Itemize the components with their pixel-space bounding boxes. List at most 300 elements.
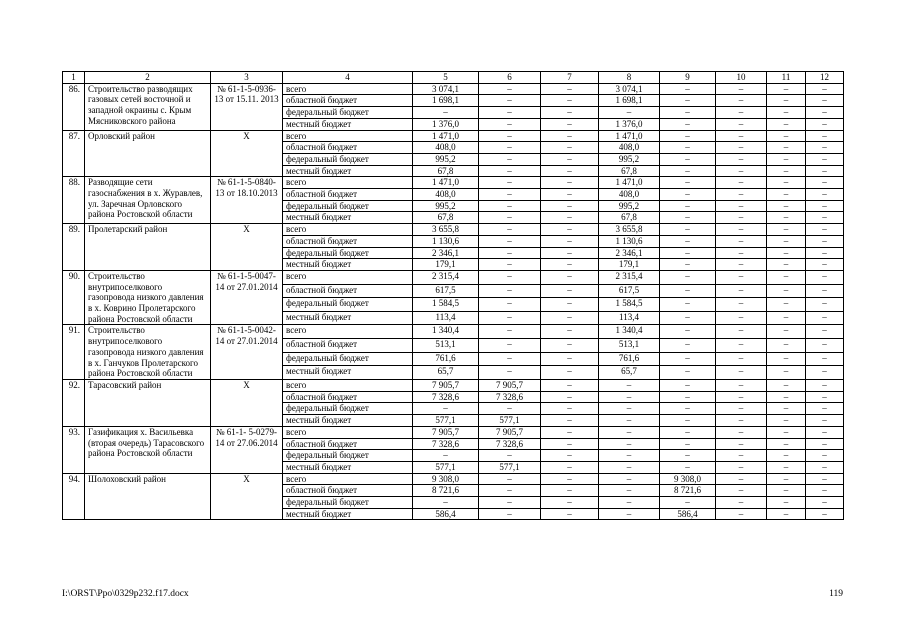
value-cell: – (660, 284, 716, 298)
value-cell: – (660, 95, 716, 107)
value-cell: – (479, 224, 541, 236)
value-cell: – (716, 450, 767, 462)
object-name: Строительство внутрипоселкового газопровода низкого давления в х. Ганчуков Пролетарского района Ростовской области (85, 325, 211, 380)
funding-source: всего (283, 130, 413, 142)
value-cell: – (716, 189, 767, 201)
value-cell: 617,5 (413, 284, 479, 298)
page-number: 119 (829, 589, 843, 599)
value-cell: – (660, 153, 716, 165)
column-header: 2 (85, 72, 211, 84)
object-name: Газификация х. Васильевка (вторая очередь) Тарасовского района Ростовской области (85, 426, 211, 473)
value-cell: – (767, 508, 806, 520)
value-cell: – (660, 212, 716, 224)
value-cell: – (806, 189, 844, 201)
value-cell: – (767, 391, 806, 403)
funding-source: областной бюджет (283, 235, 413, 247)
value-cell: – (541, 200, 599, 212)
value-cell: – (806, 508, 844, 520)
value-cell: – (767, 177, 806, 189)
value-cell: 577,1 (479, 415, 541, 427)
funding-source: местный бюджет (283, 118, 413, 130)
value-cell: – (806, 118, 844, 130)
value-cell: – (660, 165, 716, 177)
value-cell: 65,7 (413, 366, 479, 380)
value-cell: – (767, 270, 806, 284)
value-cell: – (716, 235, 767, 247)
value-cell: – (660, 259, 716, 271)
funding-source: местный бюджет (283, 366, 413, 380)
value-cell: 9 308,0 (660, 473, 716, 485)
row-number: 91. (63, 325, 85, 380)
page-footer (62, 589, 843, 601)
value-cell: – (660, 224, 716, 236)
value-cell: – (806, 403, 844, 415)
value-cell: – (541, 130, 599, 142)
value-cell: – (599, 508, 660, 520)
value-cell: – (541, 259, 599, 271)
value-cell: – (660, 142, 716, 154)
funding-source: всего (283, 224, 413, 236)
value-cell: – (806, 284, 844, 298)
value-cell: 113,4 (599, 311, 660, 325)
value-cell: – (716, 339, 767, 353)
value-cell: – (767, 224, 806, 236)
value-cell: – (806, 339, 844, 353)
document-page (62, 71, 843, 520)
value-cell: – (660, 189, 716, 201)
funding-source: федеральный бюджет (283, 107, 413, 119)
value-cell: 67,8 (413, 165, 479, 177)
value-cell: – (806, 415, 844, 427)
value-cell: – (716, 298, 767, 312)
value-cell: 67,8 (599, 165, 660, 177)
value-cell: 3 074,1 (413, 83, 479, 95)
value-cell: – (716, 118, 767, 130)
value-cell: – (767, 379, 806, 391)
value-cell: – (541, 189, 599, 201)
value-cell: – (716, 284, 767, 298)
funding-source: областной бюджет (283, 95, 413, 107)
value-cell: – (541, 224, 599, 236)
value-cell: – (479, 107, 541, 119)
value-cell: 586,4 (660, 508, 716, 520)
table-row (63, 177, 844, 189)
value-cell: – (716, 508, 767, 520)
document-ref: Х (211, 473, 283, 520)
value-cell: 577,1 (413, 461, 479, 473)
table-row (63, 473, 844, 485)
value-cell: – (479, 165, 541, 177)
value-cell: – (541, 153, 599, 165)
funding-source: местный бюджет (283, 165, 413, 177)
value-cell: 67,8 (413, 212, 479, 224)
value-cell: 65,7 (599, 366, 660, 380)
value-cell: – (660, 339, 716, 353)
value-cell: – (541, 485, 599, 497)
value-cell: – (599, 403, 660, 415)
value-cell: – (716, 270, 767, 284)
value-cell: – (716, 403, 767, 415)
value-cell: – (716, 325, 767, 339)
value-cell: – (541, 352, 599, 366)
value-cell: – (767, 142, 806, 154)
row-number: 94. (63, 473, 85, 520)
value-cell: 1 471,0 (599, 177, 660, 189)
value-cell: – (716, 366, 767, 380)
value-cell: 408,0 (413, 142, 479, 154)
value-cell: 513,1 (599, 339, 660, 353)
column-header: 5 (413, 72, 479, 84)
value-cell: – (716, 485, 767, 497)
value-cell: – (767, 438, 806, 450)
value-cell: – (767, 235, 806, 247)
value-cell: – (767, 311, 806, 325)
value-cell: 1 698,1 (413, 95, 479, 107)
value-cell: – (716, 352, 767, 366)
value-cell: 577,1 (479, 461, 541, 473)
value-cell: – (541, 298, 599, 312)
funding-source: областной бюджет (283, 438, 413, 450)
value-cell: – (541, 391, 599, 403)
value-cell: – (479, 247, 541, 259)
document-ref: № 61-1-5-0047-14 от 27.01.2014 (211, 270, 283, 325)
value-cell: – (767, 247, 806, 259)
row-number: 89. (63, 224, 85, 271)
funding-source: всего (283, 325, 413, 339)
value-cell: 3 074,1 (599, 83, 660, 95)
value-cell: – (599, 473, 660, 485)
object-name: Шолоховский район (85, 473, 211, 520)
value-cell: – (479, 508, 541, 520)
row-number: 88. (63, 177, 85, 224)
value-cell: 1 698,1 (599, 95, 660, 107)
funding-source: всего (283, 270, 413, 284)
value-cell: 7 905,7 (413, 426, 479, 438)
value-cell: 7 328,6 (479, 438, 541, 450)
value-cell: 1 340,4 (413, 325, 479, 339)
value-cell: – (806, 352, 844, 366)
value-cell: – (767, 450, 806, 462)
value-cell: – (479, 485, 541, 497)
funding-source: всего (283, 177, 413, 189)
funding-source: федеральный бюджет (283, 403, 413, 415)
funding-source: федеральный бюджет (283, 298, 413, 312)
funding-source: областной бюджет (283, 339, 413, 353)
value-cell: – (479, 298, 541, 312)
row-number: 87. (63, 130, 85, 177)
funding-source: федеральный бюджет (283, 497, 413, 509)
object-name: Пролетарский район (85, 224, 211, 271)
value-cell: – (716, 224, 767, 236)
row-number: 90. (63, 270, 85, 325)
value-cell: – (806, 235, 844, 247)
document-ref: Х (211, 379, 283, 426)
value-cell: – (541, 497, 599, 509)
value-cell: – (716, 426, 767, 438)
value-cell: – (806, 438, 844, 450)
value-cell: – (479, 473, 541, 485)
value-cell: – (541, 270, 599, 284)
value-cell: – (767, 366, 806, 380)
value-cell: 1 130,6 (599, 235, 660, 247)
value-cell: 3 655,8 (599, 224, 660, 236)
value-cell: – (767, 426, 806, 438)
value-cell: 1 376,0 (413, 118, 479, 130)
value-cell: 2 315,4 (413, 270, 479, 284)
value-cell: – (806, 426, 844, 438)
value-cell: – (716, 391, 767, 403)
value-cell: – (767, 153, 806, 165)
funding-source: областной бюджет (283, 485, 413, 497)
value-cell: – (806, 461, 844, 473)
value-cell: – (767, 107, 806, 119)
value-cell: – (767, 325, 806, 339)
value-cell: – (479, 366, 541, 380)
value-cell: – (716, 311, 767, 325)
value-cell: 2 346,1 (413, 247, 479, 259)
value-cell: – (660, 497, 716, 509)
value-cell: – (767, 415, 806, 427)
value-cell: – (767, 118, 806, 130)
object-name: Тарасовский район (85, 379, 211, 426)
value-cell: – (660, 325, 716, 339)
value-cell: – (767, 212, 806, 224)
value-cell: – (716, 212, 767, 224)
value-cell: 67,8 (599, 212, 660, 224)
table-row (63, 130, 844, 142)
value-cell: 995,2 (413, 153, 479, 165)
value-cell: – (479, 403, 541, 415)
document-ref: Х (211, 224, 283, 271)
value-cell: – (716, 130, 767, 142)
funding-source: всего (283, 379, 413, 391)
funding-source: федеральный бюджет (283, 450, 413, 462)
row-number: 92. (63, 379, 85, 426)
value-cell: – (479, 212, 541, 224)
value-cell: – (541, 247, 599, 259)
value-cell: 761,6 (599, 352, 660, 366)
column-header: 11 (767, 72, 806, 84)
value-cell: – (660, 415, 716, 427)
value-cell: – (806, 450, 844, 462)
value-cell: – (806, 379, 844, 391)
value-cell: 2 346,1 (599, 247, 660, 259)
column-header: 9 (660, 72, 716, 84)
table-row (63, 379, 844, 391)
value-cell: – (599, 379, 660, 391)
value-cell: – (479, 235, 541, 247)
value-cell: – (541, 235, 599, 247)
value-cell: – (660, 235, 716, 247)
value-cell: – (413, 497, 479, 509)
value-cell: 586,4 (413, 508, 479, 520)
value-cell: – (599, 461, 660, 473)
funding-source: федеральный бюджет (283, 200, 413, 212)
value-cell: 7 328,6 (479, 391, 541, 403)
value-cell: – (599, 485, 660, 497)
funding-source: областной бюджет (283, 189, 413, 201)
value-cell: – (599, 438, 660, 450)
value-cell: – (599, 426, 660, 438)
value-cell: – (806, 177, 844, 189)
value-cell: – (806, 165, 844, 177)
value-cell: – (541, 438, 599, 450)
value-cell: – (660, 352, 716, 366)
value-cell: – (541, 426, 599, 438)
value-cell: – (716, 497, 767, 509)
value-cell: – (767, 83, 806, 95)
value-cell: – (806, 247, 844, 259)
value-cell: – (413, 107, 479, 119)
value-cell: – (716, 259, 767, 271)
column-header: 7 (541, 72, 599, 84)
value-cell: – (479, 352, 541, 366)
value-cell: – (660, 130, 716, 142)
value-cell: – (479, 450, 541, 462)
value-cell: – (541, 403, 599, 415)
value-cell: – (767, 95, 806, 107)
value-cell: – (660, 270, 716, 284)
value-cell: – (767, 403, 806, 415)
value-cell: – (479, 200, 541, 212)
value-cell: – (806, 153, 844, 165)
column-header: 6 (479, 72, 541, 84)
value-cell: – (660, 403, 716, 415)
funding-source: всего (283, 426, 413, 438)
value-cell: – (541, 366, 599, 380)
value-cell: – (716, 165, 767, 177)
value-cell: 7 905,7 (479, 426, 541, 438)
value-cell: – (479, 270, 541, 284)
value-cell: 1 584,5 (599, 298, 660, 312)
value-cell: – (806, 107, 844, 119)
value-cell: – (767, 189, 806, 201)
value-cell: – (806, 497, 844, 509)
funding-source: федеральный бюджет (283, 153, 413, 165)
value-cell: – (767, 352, 806, 366)
value-cell: – (806, 485, 844, 497)
value-cell: 408,0 (599, 189, 660, 201)
value-cell: – (599, 107, 660, 119)
value-cell: – (541, 311, 599, 325)
value-cell: 995,2 (599, 200, 660, 212)
value-cell: – (479, 189, 541, 201)
value-cell: – (541, 177, 599, 189)
file-path: I:\ORST\Ppo\0329p232.f17.docx (62, 589, 189, 599)
value-cell: – (716, 473, 767, 485)
value-cell: – (479, 95, 541, 107)
value-cell: 513,1 (413, 339, 479, 353)
value-cell: – (479, 259, 541, 271)
value-cell: – (541, 107, 599, 119)
value-cell: – (806, 473, 844, 485)
table-row (63, 224, 844, 236)
value-cell: 1 471,0 (599, 130, 660, 142)
value-cell: 1 376,0 (599, 118, 660, 130)
document-ref: № 61-1-5-0042-14 от 27.01.2014 (211, 325, 283, 380)
value-cell: – (806, 83, 844, 95)
value-cell: – (479, 311, 541, 325)
value-cell: – (541, 212, 599, 224)
value-cell: – (767, 284, 806, 298)
value-cell: – (806, 200, 844, 212)
value-cell: – (660, 366, 716, 380)
value-cell: – (767, 485, 806, 497)
value-cell: – (541, 473, 599, 485)
value-cell: – (806, 391, 844, 403)
object-name: Строительство внутрипоселкового газопровода низкого давления в х. Коврино Пролетарского района Ростовской области (85, 270, 211, 325)
document-ref: Х (211, 130, 283, 177)
value-cell: – (599, 497, 660, 509)
value-cell: – (660, 379, 716, 391)
document-ref: № 61-1-5-0936-13 от 15.11. 2013 (211, 83, 283, 130)
object-name: Разводящие сети газоснабжения в х. Журавлев, ул. Заречная Орловского района Ростовской области (85, 177, 211, 224)
value-cell: – (660, 450, 716, 462)
row-number: 86. (63, 83, 85, 130)
funding-source: местный бюджет (283, 311, 413, 325)
value-cell: 995,2 (599, 153, 660, 165)
value-cell: – (716, 247, 767, 259)
budget-table (62, 71, 844, 520)
value-cell: – (479, 284, 541, 298)
value-cell: – (479, 497, 541, 509)
value-cell: 179,1 (599, 259, 660, 271)
funding-source: всего (283, 83, 413, 95)
funding-source: областной бюджет (283, 142, 413, 154)
value-cell: 1 130,6 (413, 235, 479, 247)
value-cell: – (767, 165, 806, 177)
column-header: 1 (63, 72, 85, 84)
row-number: 93. (63, 426, 85, 473)
table-row (63, 83, 844, 95)
funding-source: местный бюджет (283, 259, 413, 271)
value-cell: 7 328,6 (413, 391, 479, 403)
value-cell: – (716, 83, 767, 95)
value-cell: – (660, 200, 716, 212)
value-cell: – (767, 461, 806, 473)
value-cell: – (716, 438, 767, 450)
value-cell: – (806, 224, 844, 236)
value-cell: – (716, 107, 767, 119)
object-name: Орловский район (85, 130, 211, 177)
value-cell: 1 471,0 (413, 177, 479, 189)
table-row (63, 270, 844, 284)
header-row (63, 72, 844, 84)
table-row (63, 426, 844, 438)
funding-source: всего (283, 473, 413, 485)
value-cell: – (479, 118, 541, 130)
funding-source: местный бюджет (283, 461, 413, 473)
value-cell: – (806, 311, 844, 325)
value-cell: – (541, 339, 599, 353)
value-cell: – (806, 130, 844, 142)
value-cell: – (413, 403, 479, 415)
value-cell: – (660, 118, 716, 130)
value-cell: – (541, 325, 599, 339)
value-cell: – (541, 508, 599, 520)
value-cell: – (479, 339, 541, 353)
value-cell: – (660, 311, 716, 325)
document-ref: № 61-1-5-0840-13 от 18.10.2013 (211, 177, 283, 224)
value-cell: – (716, 95, 767, 107)
funding-source: областной бюджет (283, 284, 413, 298)
value-cell: – (541, 118, 599, 130)
table-row (63, 325, 844, 339)
value-cell: – (479, 83, 541, 95)
value-cell: 8 721,6 (660, 485, 716, 497)
value-cell: – (479, 177, 541, 189)
funding-source: областной бюджет (283, 391, 413, 403)
